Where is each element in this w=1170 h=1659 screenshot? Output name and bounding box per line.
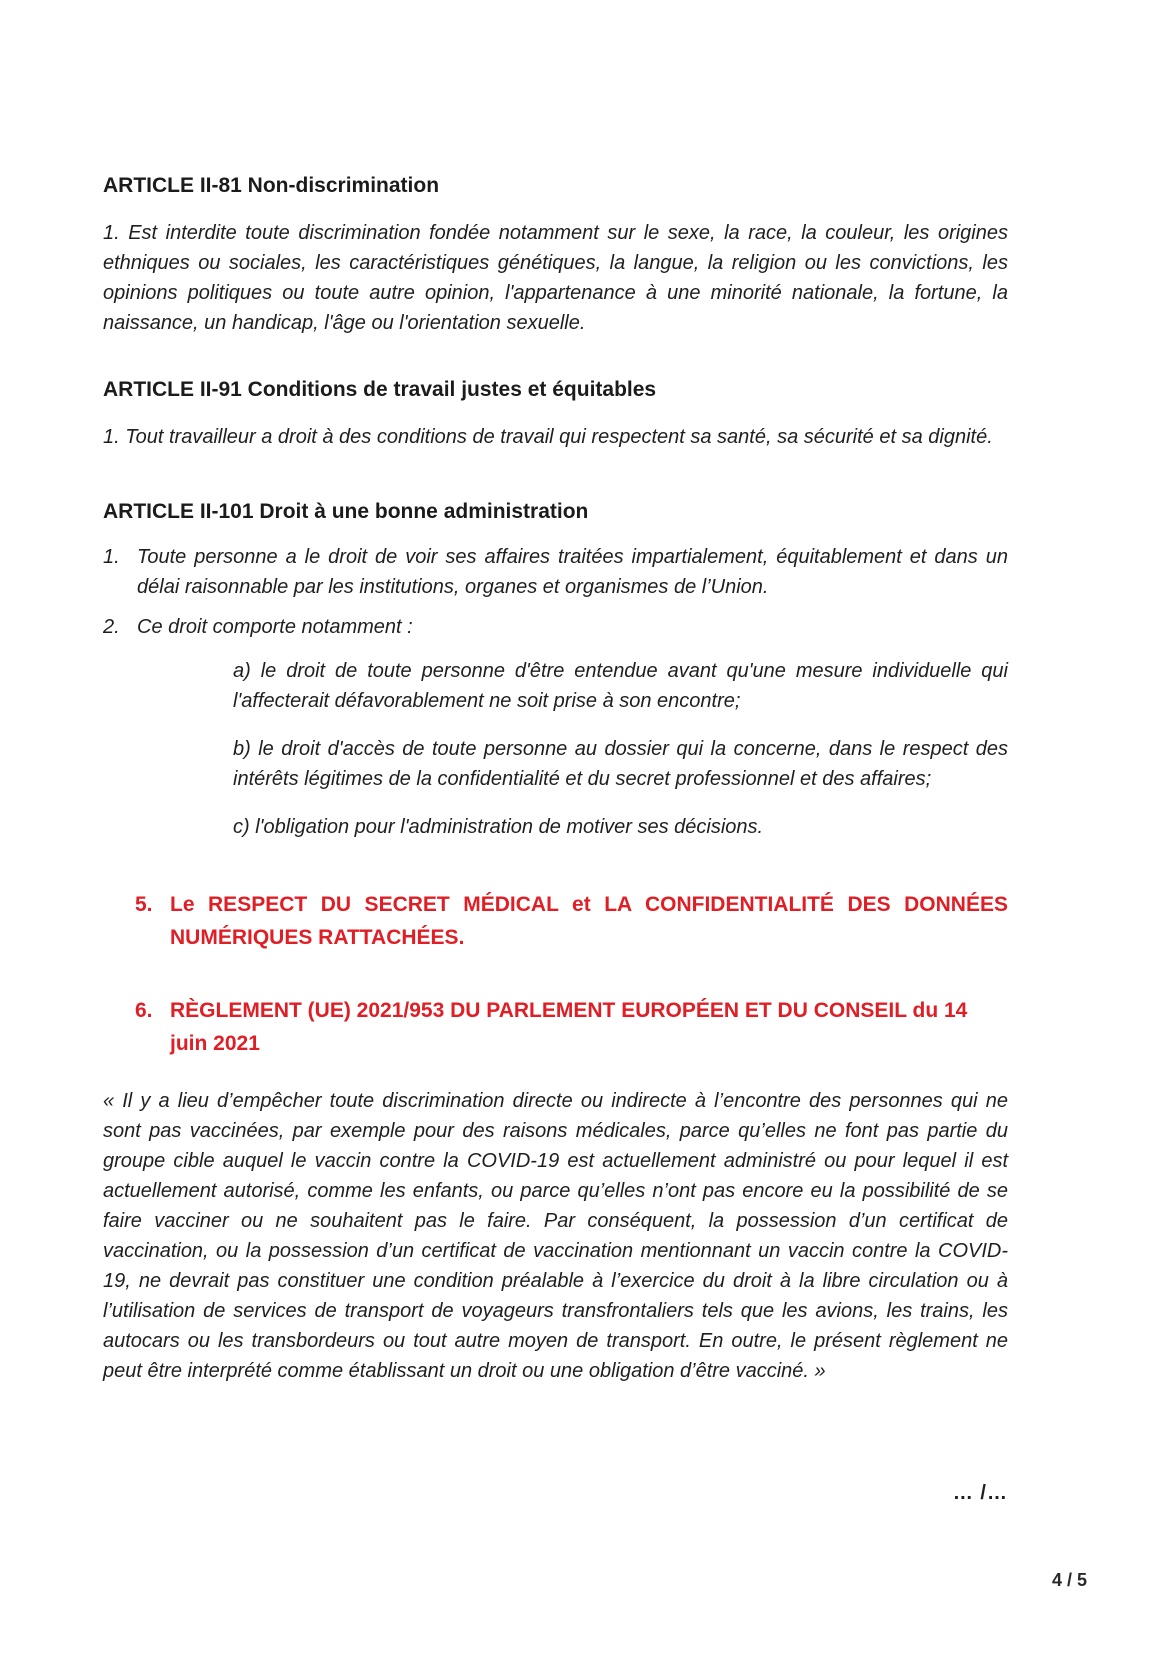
article-91-heading: ARTICLE II-91 Conditions de travail justes et équitables [103, 378, 657, 401]
list-item-text: Ce droit comporte notamment : [137, 616, 413, 638]
article-101-item-1 [103, 542, 1008, 602]
article-101-subitem-c: c) l'obligation pour l'administration de motiver ses décisions. [233, 816, 764, 838]
red-heading-6 [103, 994, 1008, 1060]
red-heading-5 [103, 888, 1008, 954]
document-content [103, 0, 1008, 1505]
article-81-paragraph: 1. Est interdite toute discrimination fondée notamment sur le sexe, la race, la couleur, les origines ethniques ou sociales, les caractéristiques génétiques, la langue, la religion ou les convictions, les opinions politiques ou toute autre opinion, l'appartenance à une minorité nationale, la fortune, la naissance, un handicap, l'âge ou l'orientation sexuelle. [103, 222, 1008, 334]
list-item-number: 1. [103, 546, 120, 568]
article-101-subitem-b: b) le droit d'accès de toute personne au dossier qui la concerne, dans le respect des intérêts légitimes de la confidentialité et du secret professionnel et des affaires; [233, 738, 1008, 790]
red-heading-text: Le RESPECT DU SECRET MÉDICAL et LA CONFIDENTIALITÉ DES DONNÉES NUMÉRIQUES RATTACHÉES. [170, 893, 1008, 949]
red-heading-text: RÈGLEMENT (UE) 2021/953 DU PARLEMENT EUROPÉEN ET DU CONSEIL du 14 juin 2021 [170, 999, 968, 1055]
page-number: 4 / 5 [1051, 1570, 1087, 1590]
regulation-quote-paragraph: « Il y a lieu d’empêcher toute discrimination directe ou indirecte à l’encontre des personnes qui ne sont pas vaccinées, par exemple pour des raisons médicales, parce qu’elles ne font pas partie du groupe cible auquel le vaccin contre la COVID-19 est actuellement administré ou pour lequel il est actuellement autorisé, comme les enfants, ou parce qu’elles n’ont pas encore eu la possibilité de se faire vacciner ou ne souhaitent pas le faire. Par conséquent, la possession d’un certificat de vaccination, ou la possession d’un certificat de vaccination mentionnant un vaccin contre la COVID-19, ne devrait pas constituer une condition préalable à l’exercice du droit à la libre circulation ou à l’utilisation de services de transport de voyageurs transfrontaliers tels que les avions, les trains, les autocars ou les transbordeurs ou tout autre moyen de transport. En outre, le présent règlement ne peut être interprété comme établissant un droit ou une obligation d’être vacciné. » [103, 1090, 1008, 1382]
list-item-number: 2. [103, 616, 120, 638]
article-91-paragraph: 1. Tout travailleur a droit à des conditions de travail qui respectent sa santé, sa sécurité et sa dignité. [103, 426, 993, 448]
continuation-mark: … /… [952, 1482, 1008, 1504]
list-item-text: Toute personne a le droit de voir ses affaires traitées impartialement, équitablement et dans un délai raisonnable par les institutions, organes et organismes de l’Union. [137, 546, 1008, 598]
article-101-heading: ARTICLE II-101 Droit à une bonne administration [103, 500, 589, 523]
article-101-subitem-a: a) le droit de toute personne d'être entendue avant qu'une mesure individuelle qui l'affecterait défavorablement ne soit prise à son encontre; [233, 660, 1008, 712]
article-81-heading: ARTICLE II-81 Non-discrimination [103, 174, 440, 197]
article-101-item-2 [103, 612, 1008, 642]
list-item-number: 5. [135, 893, 153, 916]
list-item-number: 6. [135, 999, 153, 1022]
